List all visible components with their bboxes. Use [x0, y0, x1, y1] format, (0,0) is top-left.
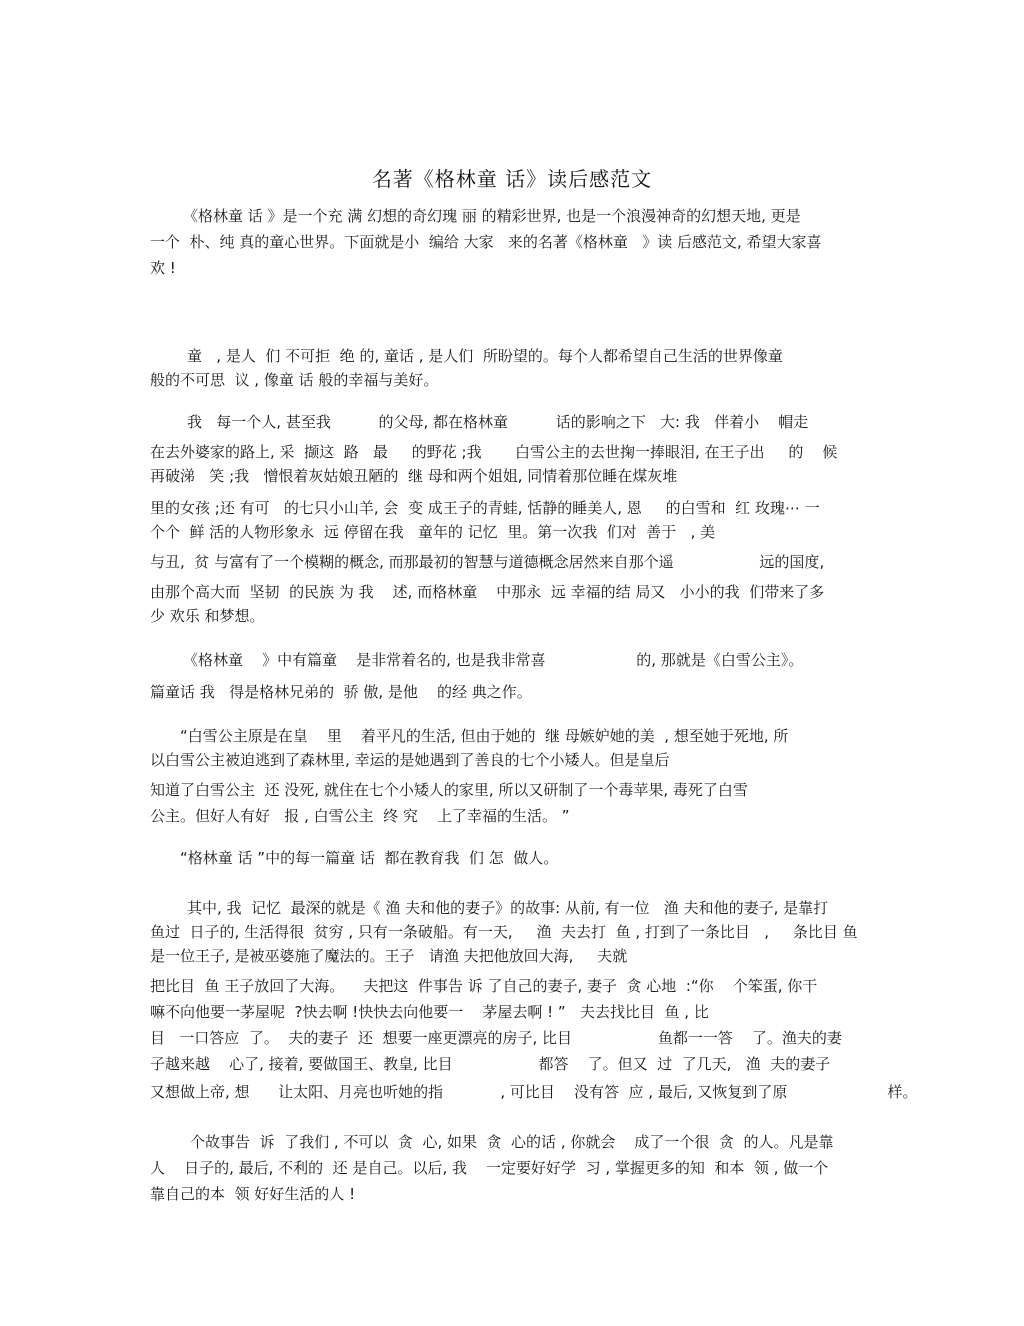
text-line: 童 , 是人 们 不可拒 绝 的, 童话 , 是人们 所盼望的。每个人都希望自己生活的世界像童	[187, 347, 783, 365]
text-line: 《格林童 话 》是一个充 满 幻想的奇幻瑰 丽 的精彩世界, 也是一个浪漫神奇的幻想天地, 更是	[183, 207, 801, 225]
text-line: 是一位王子, 是被巫婆施了魔法的。王子 请渔 夫把他放回大海, 夫就	[150, 947, 628, 965]
text-line: 其中, 我 记忆 最深的就是《 渔 夫和他的妻子》的故事: 从前, 有一位 渔 夫和他的妻子, 是靠打	[187, 899, 829, 917]
text-line: 般的不可思 议 , 像童 话 般的幸福与美好。	[150, 371, 439, 389]
text-line: 人 日子的, 最后, 不利的 还 是自己。以后, 我 一定要好好学 习 , 掌握更多的知 和本 领 , 做一个	[150, 1159, 829, 1177]
text-line: 《格林童 》中有篇童 是非常着名的, 也是我非常喜 的, 那就是《白雪公主》。	[183, 651, 804, 669]
text-line: 欢 !	[150, 259, 176, 277]
text-line: 里的女孩 ;还 有可 的七只小山羊, 会 变 成王子的青蛙, 恬静的睡美人, 恩 的白雪和 红 玫瑰⋯ 一	[150, 499, 820, 517]
text-line: 个个 鲜 活的人物形象永 远 停留在我 童年的 记忆 里。第一次我 们对 善于 , 美	[150, 523, 716, 541]
text-line: 在去外婆家的路上, 采 撷这 路 最 的野花 ;我 白雪公主的去世掬一捧眼泪, 在王子出 的 候	[150, 443, 838, 461]
text-line: 知道了白雪公主 还 没死, 就住在七个小矮人的家里, 所以又研制了一个毒苹果, 毒死了白雪	[150, 781, 748, 799]
text-line: “白雪公主原是在皇 里 着平凡的生活, 但由于她的 继 母嫉妒她的美 , 想至她于死地, 所	[180, 727, 789, 745]
text-line: 我 每一个人, 甚至我 的父母, 都在格林童 话的影响之下 大: 我 伴着小 帽走	[187, 413, 809, 431]
text-line: 少 欢乐 和梦想。	[150, 607, 265, 625]
text-line: 靠自己的本 领 好好生活的人 !	[150, 1185, 356, 1203]
text-line: 鱼过 日子的, 生活得很 贫穷 , 只有一条破船。有一天, 渔 夫去打 鱼 , 打到了一条比目 , 条比目 鱼	[150, 923, 858, 941]
text-line: 子越来越 心了, 接着, 要做国王、教皇, 比目 都答 了。但又 过 了几天, 渔 夫的妻子	[150, 1055, 831, 1073]
text-line: 嘛不向他要一茅屋呢 ?快去啊 !快快去向他要一 茅屋去啊 ! ” 夫去找比目 鱼 , 比	[150, 1003, 709, 1021]
text-line: 个故事告 诉 了我们 , 不可以 贪 心, 如果 贪 心的话 , 你就会 成了一个很 贪 的人。凡是靠	[190, 1133, 834, 1151]
text-line: “格林童 话 ”中的每一篇童 话 都在教育我 们 怎 做人。	[180, 849, 559, 867]
text-line: 目 一口答应 了。 夫的妻子 还 想要一座更漂亮的房子, 比目 鱼都一一答 了。渔夫的妻	[150, 1029, 842, 1047]
text-line: 由那个高大而 坚韧 的民族 为 我 述, 而格林童 中那永 远 幸福的结 局又 小小的我 们带来了多	[150, 583, 825, 601]
text-line: 篇童话 我 得是格林兄弟的 骄 傲, 是他 的经 典之作。	[150, 683, 532, 701]
text-line: 以白雪公主被迫逃到了森林里, 幸运的是她遇到了善良的七个小矮人。但是皇后	[150, 751, 670, 769]
text-line: 公主。但好人有好 报 , 白雪公主 终 究 上了幸福的生活。 ”	[150, 807, 570, 825]
text-line: 与丑, 贫 与富有了一个模糊的概念, 而那最初的智慧与道德概念居然来自那个遥 远的国度,	[150, 553, 825, 571]
text-line: 再破涕 笑 ;我 憎恨着灰姑娘丑陋的 继 母和两个姐姐, 同情着那位睡在煤灰堆	[150, 467, 678, 485]
text-line: 一个 朴、纯 真的童心世界。下面就是小 编给 大家 来的名著《格林童 》读 后感范文, 希望大家喜	[150, 233, 822, 251]
text-line: 把比目 鱼 王子放回了大海。 夫把这 件事告 诉 了自己的妻子, 妻子 贪 心地 :“你 个笨蛋, 你干	[150, 977, 818, 995]
document-title: 名著《格林童 话》读后感范文	[371, 167, 653, 191]
text-line: 又想做上帝, 想 让太阳、月亮也听她的指 , 可比目 没有答 应 , 最后, 又恢复到了原 样。	[150, 1083, 918, 1101]
